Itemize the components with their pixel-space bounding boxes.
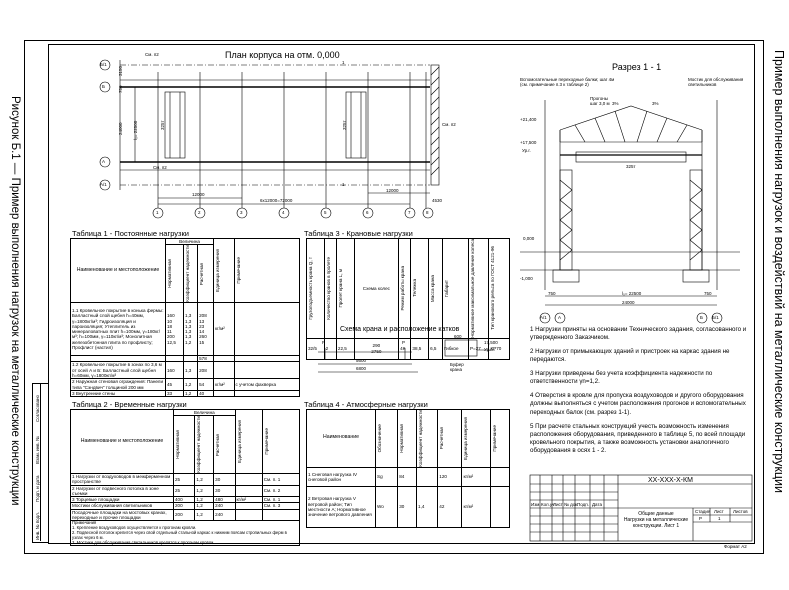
- titleblock-col-izm: Изм.: [531, 502, 541, 507]
- section-lights: Мостик для обслуживания светильников: [688, 77, 744, 88]
- titleblock-col-doc: № док.: [564, 502, 579, 507]
- note-2: 2 Нагрузки от примыкающих зданий и пристроек на каркас здания не передаются.: [530, 348, 730, 364]
- section-purlins-note: Вспомогательные переходные балки; шаг 4м (см. примечание п.3 к таблице 2): [520, 77, 615, 88]
- titleblock-code: XX-XXX-X-КМ: [648, 477, 693, 484]
- crane-scheme-title: Схема крана и расположение катков: [340, 326, 460, 333]
- crane-scheme-6800: 6800: [356, 366, 367, 371]
- crane-scheme-buffer: Буфер крана: [450, 362, 464, 373]
- stamp-label-sign: Подп. и дата: [35, 475, 40, 502]
- table4: [306, 409, 510, 528]
- table2: Наименование и местоположение Величина Единица измерения Примечание Нормативная Коэффициент надежности Расчетная 1 Нагрузки от воздуховодов в межферменном пространстве 25 1,2 30 См. п. 1 2 Нагрузки от подвесного потолка в зоне съемки 25 1,2 30 См. п. 2 3 Торцевые площадки 400 1,2 480 кг/м² См. п. 1 Мостики обслуживания светильников 200 1,2 240 См. п. 3 Посадочные площадки на мостовых кранах, переходные и прочие площадки 200 1,2 240 Примечания 1. Крепление воздуховодов осуществляется к прогонам кровли. 2. Подвесной потолок крепится через свой отдельный стальной каркас к нижним поясам стропильных ферм в узлах через 6 м. 3. Мостики для обслуживания светильников крепятся к прогонам кровли.: [70, 409, 300, 546]
- section-dim-750b: 750: [704, 291, 712, 296]
- table-row: 2 Ветровая нагрузка V ветровой район; Тип местности А; Нормативное значение ветрового давления Wo 30 1,4 42 кг/м²: [307, 486, 510, 527]
- section-purlins: Прогоны шаг 3,0 м: [590, 96, 610, 107]
- titleblock-col-date: Дата: [592, 502, 602, 507]
- titleblock-stage-label: Стадия: [695, 509, 711, 514]
- section-slope-1: 3%: [612, 101, 619, 106]
- note-5: 5 При расчете стальных конструкций учесть возможность изменения расположения оборудования, приведенного в таблице 5, по всей площади кровельного покрытия, а также возможность установки аналогичного оборудования в осях 1 - 2.: [530, 422, 746, 454]
- crane-scheme-p2: P: [402, 340, 406, 345]
- plan-axis-2: 2: [198, 210, 201, 215]
- table4-title: Таблица 4 - Атмосферные нагрузки: [304, 400, 428, 409]
- table-row: 1.2 Кровельное покрытие в зонах по 3,6 м от осей А и Б: Балластный слой щебня h=60мм, γ=1800кг/м³ 160 1,3 208: [71, 362, 300, 379]
- table1: Наименование и местоположение Величина Единица измерения Примечание Нормативная Коэффициент надежности Расчетная 1.1 Кровельное покрытие в конька фермы: Балластный слой щебня h=40мм, γ=1800кг/м³; Гидроизоляция и пароизоляция; Утеплитель из минераловатных плит h=100мм, γ=180кг/м³; h=100мм, γ=110кг/м³; Монолитная железобетонная плита по профлисту; Профлист (настил) 160 10 18 11 200 12,5 1,3 1,3 1,3 1,3 1,3 1,2 208 13 23 14 260 15 кг/м² 578 1.2 Кровельное покрытие в зонах по 3,6 м от осей А и Б: Балластный слой щебня h=60мм, γ=1800кг/м³ 160 1,3 208 2 Наружная стеновая ограждения: Панели типа "Сэндвич" толщиной 200 мм 45 1,2 54 кг/м² с учетом фахверка 3 Внутренние стены 33 1,2 40: [70, 238, 300, 397]
- titleblock-col-kol: Кол.уч: [541, 502, 555, 507]
- plan-axis-1: 1: [156, 210, 159, 215]
- plan-mark-1: 1: [342, 60, 345, 65]
- plan-dim-750: 750: [118, 85, 123, 93]
- plan-ref-c: См. п2: [442, 122, 456, 127]
- titleblock-sheet: 1: [718, 516, 721, 521]
- stamp-label-inv: Инв. № подл.: [35, 511, 40, 540]
- plan-axis-a: А: [102, 159, 106, 164]
- plan-axis-a1: А/1: [100, 182, 107, 187]
- notes-block: [530, 326, 754, 455]
- plan-axis-8: 8: [426, 210, 429, 215]
- table-row: 2 Наружная стеновая ограждения: Панели типа "Сэндвич" толщиной 200 мм 45 1,2 54 кг/м² с учетом фахверка: [71, 379, 300, 391]
- plan-axis-7: 7: [408, 210, 411, 215]
- titleblock-description: Общие данные Нагрузки на металлические конструкции. Лист 1: [623, 511, 689, 529]
- plan-mark-1b: 1: [342, 182, 345, 187]
- plan-dim-24000: 24000: [118, 122, 123, 135]
- note-4: 4 Отверстия в кровле для пропуска воздуховодов и другого оборудования должны выполняться с учетом расположения прогонов и вспомогательных переходных балок (см. разрез 1-1).: [530, 392, 746, 416]
- table3: [306, 238, 510, 360]
- titleblock-col-sign: Подп.: [577, 502, 589, 507]
- section-dim-750: 750: [548, 291, 556, 296]
- plan-crane-right: 325т: [342, 120, 347, 130]
- table-row: 3 Внутренние стены 33 1,2 40: [71, 390, 300, 396]
- plan-axis-6: 6: [366, 210, 369, 215]
- plan-axis-4: 4: [282, 210, 285, 215]
- section-elev-21400: +21,400: [520, 117, 537, 122]
- plan-dim-12000a: 12000: [192, 192, 205, 197]
- titleblock-sheets-label: Листов: [733, 509, 748, 514]
- table-row: Посадочные площадки на мостовых кранах, переходные и прочие площадки 200 1,2 240: [71, 509, 300, 521]
- section-elev-m1: -1,000: [520, 276, 533, 281]
- table-row: 2 Нагрузки от подвесного потолка в зоне съемки 25 1,2 30 См. п. 2: [71, 485, 300, 497]
- section-dim-22500: l₀= 22500: [622, 291, 642, 296]
- titleblock-format: Формат А2: [724, 544, 747, 549]
- table-row: 578: [71, 356, 300, 362]
- section-slope-2: 3%: [652, 101, 659, 106]
- plan-dim-4530: 4530: [432, 198, 443, 203]
- table-row: 1 Нагрузки от воздуховодов в межферменном пространстве 25 1,2 30 См. п. 1: [71, 474, 300, 486]
- plan-axis-5: 5: [324, 210, 327, 215]
- table2-title: Таблица 2 - Временные нагрузки: [72, 400, 187, 409]
- table3-header: Грузоподъемность крана Q, т Количество кранов в пролете Пролет крана L, м Схема колес Режим работы крана Тележка Масса крана Габарит Нормативное максимальное давление колеса Тип кранового рельса по ГОСТ 4121-96: [307, 239, 510, 339]
- section-elev-17500: +17,500: [520, 140, 537, 145]
- plan-dim-22500: l₀= 22500: [133, 120, 138, 140]
- crane-scheme-ur: Ур.г.: [484, 347, 493, 352]
- plan-dim-72000: 6x12000=72000: [260, 198, 293, 203]
- section-ur: Ур.г.: [522, 148, 531, 153]
- table1-header: Наименование и местоположение Величина Единица измерения Примечание: [71, 239, 300, 245]
- table1-title: Таблица 1 - Постоянные нагрузки: [72, 229, 189, 238]
- stamp-label-replace: Взам. инв. №: [35, 436, 40, 464]
- table2-notes-row: Примечания 1. Крепление воздуховодов осуществляется к прогонам кровли. 2. Подвесной потолок крепится через свой отдельный стальной каркас к нижним поясам стропильных ферм в узлах через 6 м. 3. Мостики для обслуживания светильников крепятся к прогонам кровли.: [71, 521, 300, 546]
- crane-scheme-5600: 5600: [356, 358, 367, 363]
- section-axis-a: А: [558, 315, 562, 320]
- note-1: 1 Нагрузки приняты на основании Технического задания, согласованного и утвержденного Заказчиком.: [530, 326, 747, 342]
- plan-axis-b: Б: [102, 84, 105, 89]
- titleblock-stage: Р: [699, 516, 703, 521]
- note-3: 3 Нагрузки приведены без учета коэффициента надежности по ответственности γn=1,2.: [530, 370, 713, 386]
- plan-title: План корпуса на отм. 0,000: [225, 50, 340, 60]
- titleblock-sheet-label: Лист: [714, 509, 724, 514]
- table3-title: Таблица 3 - Крановые нагрузки: [304, 229, 413, 238]
- plan-ref-a: См. п2: [145, 52, 159, 57]
- titleblock-col-list: Лист: [553, 502, 563, 507]
- plan-axis-b1: Б/1: [100, 62, 107, 67]
- table2-header: Наименование и местоположение Величина Единица измерения Примечание: [71, 410, 300, 416]
- section-axis-b1: Б/1: [712, 315, 719, 320]
- section-dim-24000: 24000: [622, 300, 635, 305]
- table-row: 32/5 2 22,5 290 2750 4К 38,5 6,5 Гибкое P=27 КР70: [307, 338, 510, 359]
- crane-scheme-p1: P: [322, 340, 326, 345]
- table-row: 3 Торцевые площадки 400 1,2 480 кг/м² См. п. 1: [71, 497, 300, 503]
- section-crane: 325т: [626, 164, 636, 169]
- stamp-label-agreed: Согласовано: [35, 394, 40, 422]
- right-caption-text: Пример выполнения нагрузок и воздействий на металлические конструкции: [772, 50, 786, 493]
- crane-scheme-600: 600: [454, 334, 462, 339]
- table-row: 1 Снеговая нагрузка IV снеговой район Sg 84 120 кг/м²: [307, 467, 510, 486]
- plan-axis-3: 3: [240, 210, 243, 215]
- table-row: Мостики обслуживания светильников 200 1,2 240 См. п. 3: [71, 503, 300, 509]
- plan-dim-3150: 3150: [118, 65, 123, 76]
- table4-header: Наименование Обозначение Нормативная Коэффициент надежности Расчетная Единица измерения Примечание: [307, 410, 510, 468]
- section-axis-a1: А/1: [540, 315, 547, 320]
- plan-crane-left: 325т: [160, 120, 165, 130]
- left-caption-text: Рисунок Б.1 — Пример выполнения нагрузок на металлические конструкции: [9, 96, 21, 506]
- section-axis-b: Б: [700, 315, 703, 320]
- crane-scheme-elev: 17,500: [484, 340, 498, 345]
- plan-ref-b: См. п2: [153, 165, 167, 170]
- section-elev-0: 0,000: [523, 236, 535, 241]
- plan-dim-12000b: 12000: [386, 188, 399, 193]
- table-row: 1.1 Кровельное покрытие в конька фермы: Балластный слой щебня h=40мм, γ=1800кг/м³; Гидроизоляция и пароизоляция; Утеплитель из минераловатных плит h=100мм, γ=180кг/м³; h=100мм, γ=110кг/м³; Монолитная железобетонная плита по профлисту; Профлист (настил) 160 10 18 11 200 12,5 1,3 1,3 1,3 1,3 1,3 1,2 208 13 23 14 260 15 кг/м²: [71, 303, 300, 356]
- section-title: Разрез 1 - 1: [612, 62, 662, 72]
